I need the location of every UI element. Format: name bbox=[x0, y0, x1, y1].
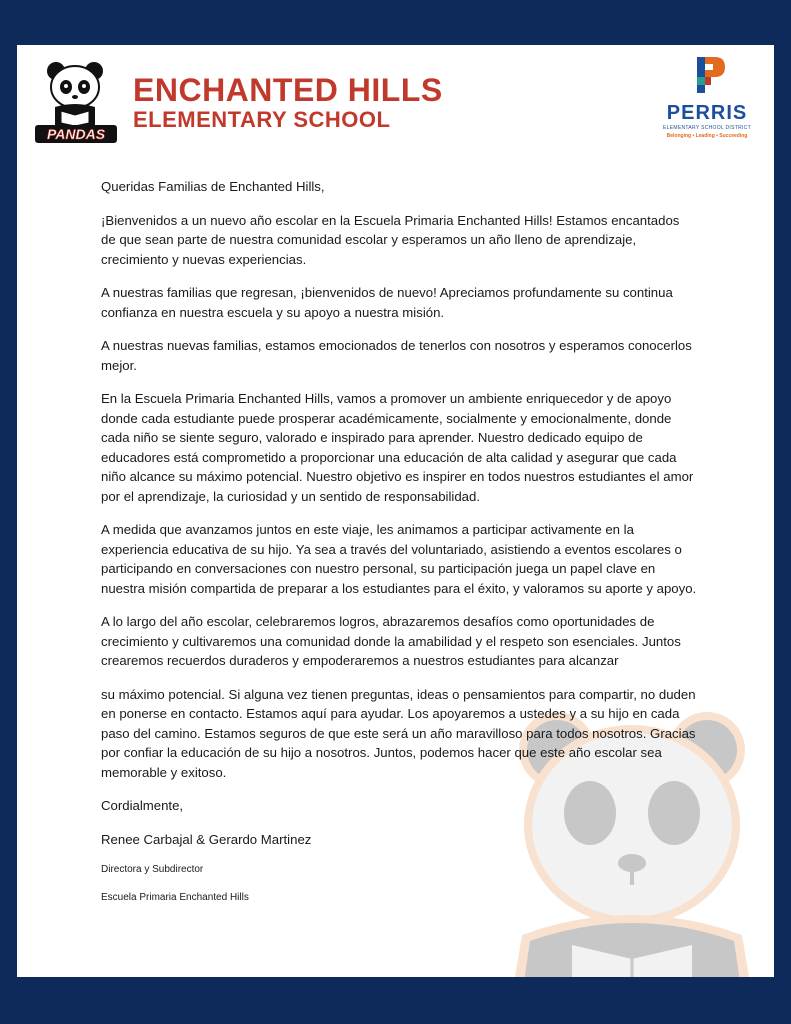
district-tagline: Belonging • Leading • Succeeding bbox=[666, 133, 748, 139]
letter-paragraph: ¡Bienvenidos a un nuevo año escolar en la Escuela Primaria Enchanted Hills! Estamos encantados de que sean parte de nuestra comunidad escolar y esperamos un año lleno de aprendizaje, crecimiento y nuevas experiencias. bbox=[101, 212, 680, 267]
letter-page bbox=[17, 45, 774, 977]
letter-paragraph: A nuestras nuevas familias, estamos emocionados de tenerlos con nosotros y esperamos conocerlos mejor. bbox=[101, 338, 692, 373]
panda-mascot-logo bbox=[31, 57, 121, 147]
letter-paragraph: A lo largo del año escolar, celebraremos logros, abrazaremos desafíos como oportunidades de crecimiento y cultivaremos una comunidad donde la amabilidad y el respeto son esenciales. Juntos crearemos recuerdos duraderos y empoderaremos a nuestros estudiantes para alcanzar bbox=[101, 614, 681, 668]
letter-school: Escuela Primaria Enchanted Hills bbox=[101, 892, 249, 903]
letter-paragraph: su máximo potencial. Si alguna vez tienen preguntas, ideas o pensamientos para compartir, no duden en ponerse en contacto. Estamos aquí para ayudar. Los apoyaremos a ustedes y a su hijo en cada paso del camino. Estamos seguros de que este será un año maravilloso para todos nosotros. Gracias por confiar la educación de su hijo a nosotros. Juntos, podemos hacer que este año escolar sea memorable y exitoso. bbox=[101, 686, 696, 780]
letter-paragraph: A medida que avanzamos juntos en este viaje, les animamos a participar activamente en la experiencia educativa de su hijo. Ya sea a través del voluntariado, asistiendo a eventos escolares o participando en conversaciones con nuestro personal, su participación juega un papel clave en nuestra misión compartida de preparar a los estudiantes para el éxito, y valoramos su aporte y apoyo. bbox=[101, 522, 697, 596]
school-name bbox=[133, 73, 443, 133]
district-logo bbox=[657, 55, 757, 155]
letter-titles: Directora y Subdirector bbox=[101, 864, 204, 875]
district-p-icon bbox=[657, 55, 757, 101]
mascot-label: PANDAS bbox=[46, 126, 106, 142]
letter-closing: Cordialmente, bbox=[101, 798, 184, 813]
school-name-line2: ELEMENTARY SCHOOL bbox=[133, 107, 391, 132]
district-name: PERRIS bbox=[666, 102, 748, 124]
letter-paragraph: En la Escuela Primaria Enchanted Hills, vamos a promover un ambiente enriquecedor y de apoyo donde cada estudiante puede prosperar académicamente, socialmente y emocionalmente, donde cada niño se siente seguro, valorado e inspirado para aprender. Nuestro dedicado equipo de educadores está comprometido a proporcionar una educación de alta calidad y asegurar que cada niño alcance su máximo potencial. Nuestro objetivo es inspirer en todos nuestros estudiantes el amor por el aprendizaje, la curiosidad y un sentido de responsabilidad. bbox=[101, 391, 694, 504]
letter-paragraph: A nuestras familias que regresan, ¡bienvenidos de nuevo! Apreciamos profundamente su continua confianza en nuestra escuela y su apoyo a nuestra misión. bbox=[101, 285, 673, 320]
letter-greeting: Queridas Familias de Enchanted Hills, bbox=[101, 179, 325, 194]
letter-signers: Renee Carbajal & Gerardo Martinez bbox=[101, 831, 312, 847]
school-name-line1: ENCHANTED HILLS bbox=[133, 72, 443, 108]
letter-body bbox=[101, 177, 697, 919]
district-subtitle: ELEMENTARY SCHOOL DISTRICT bbox=[663, 125, 751, 131]
